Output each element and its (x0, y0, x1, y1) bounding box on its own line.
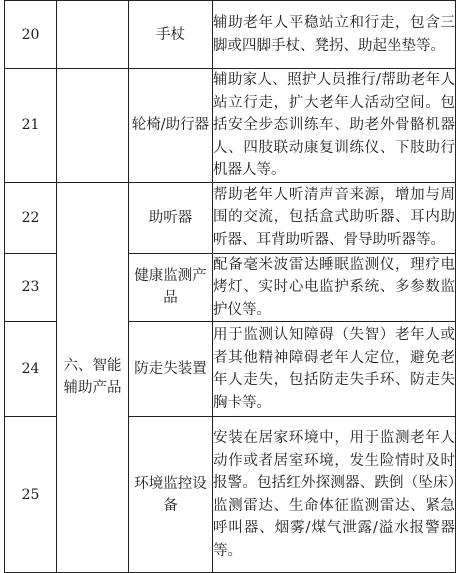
product-name: 轮椅/助行器 (129, 69, 213, 183)
row-number: 25 (5, 417, 57, 573)
row-number: 23 (5, 253, 57, 322)
table-row (5, 69, 456, 183)
product-name: 环境监控设备 (129, 417, 213, 573)
product-description: 辅助老年人平稳站立和行走，包含三脚或四脚手杖、凳拐、助起坐垫等。 (213, 1, 456, 69)
category-cell (57, 69, 129, 183)
row-number: 22 (5, 182, 57, 253)
row-number: 21 (5, 69, 57, 183)
product-description: 辅助家人、照护人员推行/帮助老年人站立行走，扩大老年人活动空间。包括安全步态训练车、助老外骨骼机器人、四肢联动康复训练仪、下肢助行机器人等。 (213, 69, 456, 183)
product-name: 健康监测产品 (129, 253, 213, 322)
product-description: 安装在居家环境中，用于监测老年人动作或者居室环境，发生险情时及时报警。包括红外探测器、跌倒（坠床）监测雷达、生命体征监测雷达、紧急呼叫器、烟雾/煤气泄露/溢水报警器等。 (213, 417, 456, 573)
category-label: 六、智能辅助产品 (57, 182, 129, 573)
category-cell (57, 1, 129, 69)
product-description: 帮助老年人听清声音来源，增加与周围的交流，包括盒式助听器、耳内助听器、耳背助听器、骨导助听器等。 (213, 182, 456, 253)
table-row (5, 182, 456, 253)
product-description: 配备毫米波雷达睡眠监测仪，理疗电烤灯、实时心电监护系统、多参数监护仪等。 (213, 253, 456, 322)
product-name: 助听器 (129, 182, 213, 253)
row-number: 20 (5, 1, 57, 69)
product-description: 用于监测认知障碍（失智）老年人或者其他精神障碍老年人定位，避免老年人走失，包括防走失手环、防走失胸卡等。 (213, 322, 456, 417)
row-number: 24 (5, 322, 57, 417)
product-table (4, 0, 456, 573)
product-name: 手杖 (129, 1, 213, 69)
product-name: 防走失装置 (129, 322, 213, 417)
table-row (5, 1, 456, 69)
